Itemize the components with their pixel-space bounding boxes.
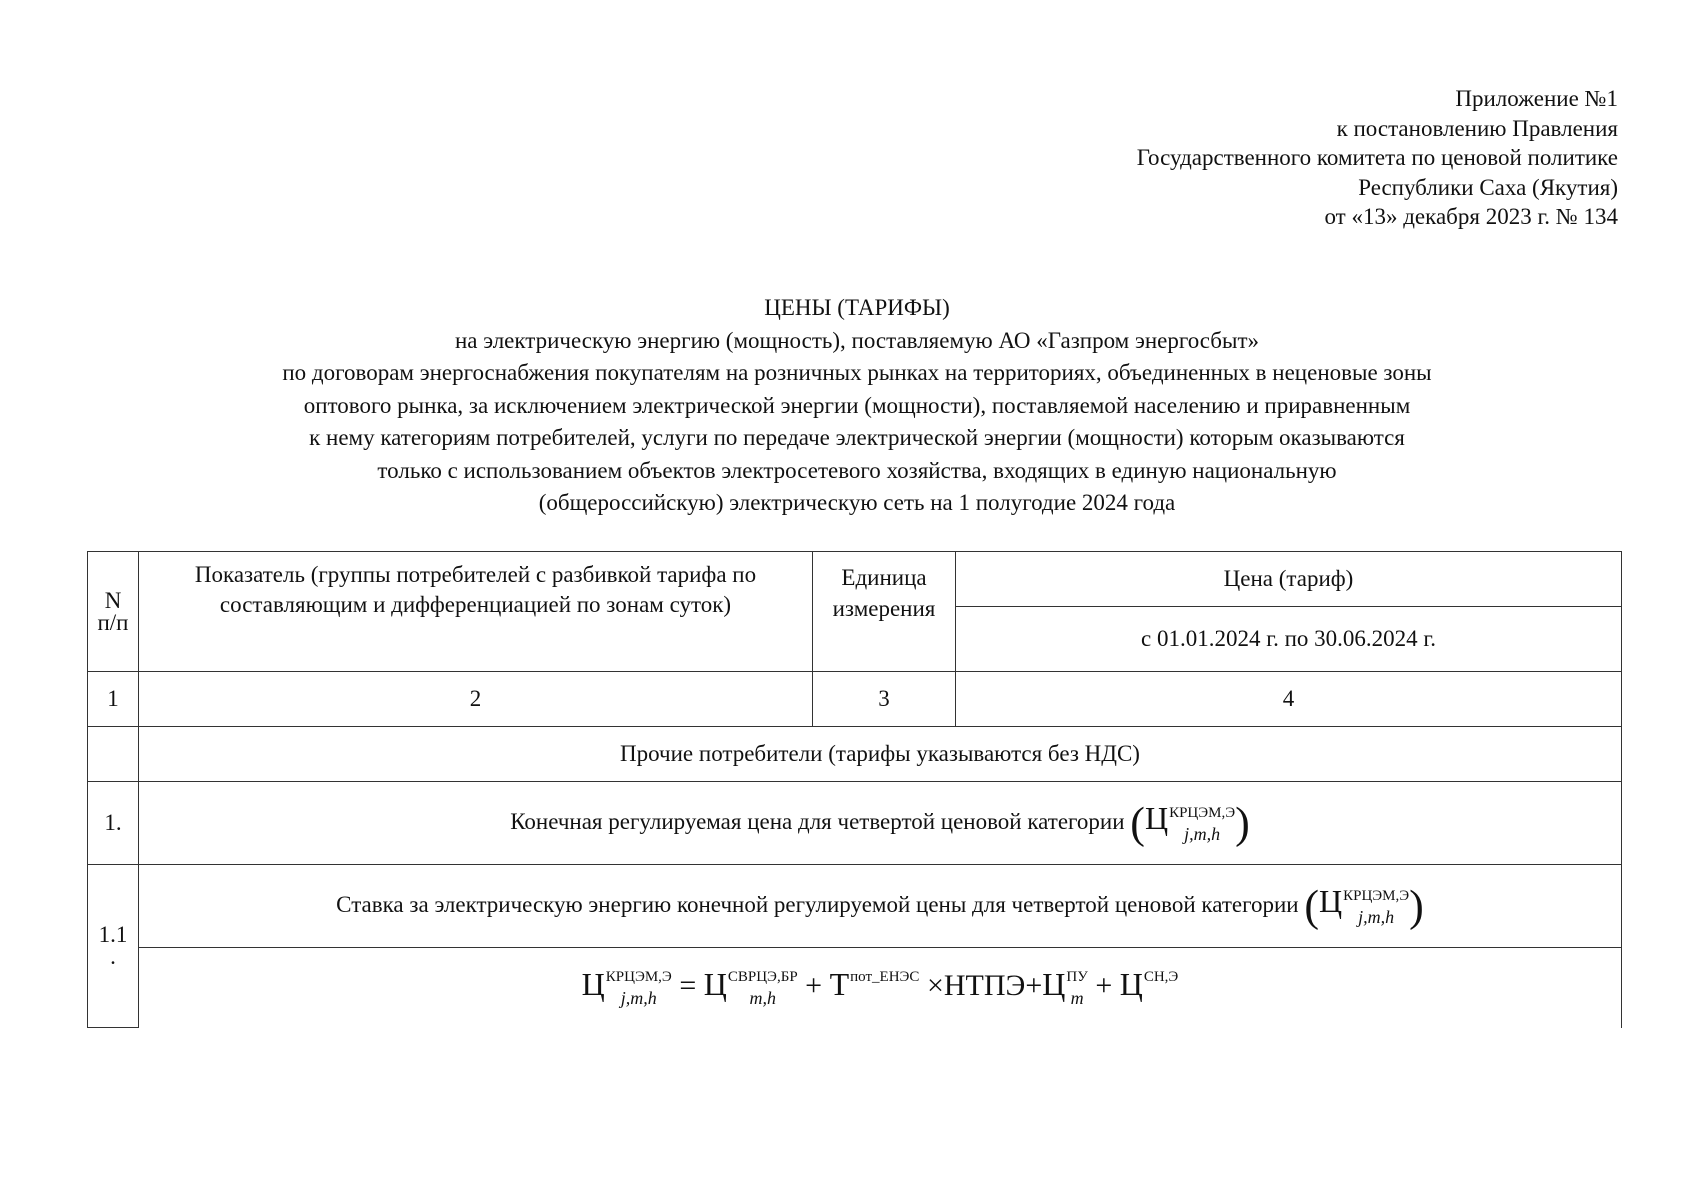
header-num-cell [88, 552, 139, 672]
header-indicator-cell: Показатель (группы потребителей с разбивкой тарифа по составляющим и дифференциацией по зонам суток) [139, 552, 813, 672]
section-num-cell [88, 727, 139, 782]
row-1-symbol: Ц [1144, 800, 1169, 837]
section-row [88, 727, 1622, 782]
appendix-line-5: от «13» декабря 2023 г. № 134 [1324, 204, 1618, 229]
row-2-sub: j,m,h [1358, 906, 1395, 927]
formula-cell [139, 948, 1622, 1028]
header-unit-cell [813, 552, 956, 672]
header-price-cell: Цена (тариф) [956, 552, 1622, 607]
appendix-line-2: к постановлению Правления [1336, 115, 1618, 141]
column-number-2: 2 [139, 672, 813, 727]
appendix-line-4: Республики Саха (Якутия) [1358, 174, 1618, 200]
tariff-table [87, 551, 1622, 1028]
header-unit-line1: Единица [841, 565, 927, 590]
price-formula: Ц КРЦЭМ,Э j,m,h = Ц СВРЦЭ,БР m,h + Т пот_ЕНЭС ×НТПЭ+Ц ПУ m + Ц СН,Э [581, 965, 1179, 1008]
row-2-num-part2: . [110, 944, 116, 969]
header-unit-line2: измерения [832, 596, 936, 621]
table-row [88, 865, 1622, 948]
title-line-1: ЦЕНЫ (ТАРИФЫ) [764, 295, 950, 320]
row-1-sub: j,m,h [1184, 823, 1221, 844]
column-number-row [88, 672, 1622, 727]
formula-row [88, 948, 1622, 1028]
appendix-block [1137, 84, 1618, 232]
title-line-3: по договорам энергоснабжения покупателям на розничных рынках на территориях, объединенных в неценовые зоны [282, 360, 1432, 385]
title-line-7: (общероссийскую) электрическую сеть на 1 полугодие 2024 года [538, 490, 1176, 515]
title-line-5: к нему категориям потребителей, услуги по передаче электрической энергии (мощности) которым оказываются [309, 425, 1405, 450]
row-1-sup: КРЦЭМ,Э [1169, 804, 1236, 821]
row-1-formula: (Ц КРЦЭМ,Э j,m,h ) [1130, 799, 1250, 849]
row-2-text-cell [139, 865, 1622, 948]
row-2-formula: (Ц КРЦЭМ,Э j,m,h ) [1304, 882, 1424, 932]
header-period-cell: с 01.01.2024 г. по 30.06.2024 г. [956, 607, 1622, 672]
row-2-num-part1: 1.1 [98, 922, 128, 947]
table-row [88, 782, 1622, 865]
header-row [88, 552, 1622, 607]
title-line-2: на электрическую энергию (мощность), поставляемую АО «Газпром энергосбыт» [454, 327, 1259, 353]
column-number-1: 1 [88, 672, 139, 727]
row-2-num [88, 865, 139, 1028]
header-num-line1: N [104, 587, 122, 613]
appendix-line-3: Государственного комитета по ценовой политике [1136, 145, 1618, 170]
title-line-6: только с использованием объектов электросетевого хозяйства, входящих в единую национальную [377, 457, 1337, 483]
document-title [87, 292, 1627, 520]
row-1-text-cell [139, 782, 1622, 865]
appendix-line-1: Приложение №1 [1455, 86, 1618, 111]
column-number-4: 4 [956, 672, 1622, 727]
column-number-3: 3 [813, 672, 956, 727]
row-2-sup: КРЦЭМ,Э [1343, 887, 1410, 904]
title-line-4: оптового рынка, за исключением электрической энергии (мощности), поставляемой населению и приравненным [303, 392, 1411, 418]
section-label: Прочие потребители (тарифы указываются без НДС) [139, 727, 1622, 782]
row-1-text: Конечная регулируемая цена для четвертой ценовой категории [510, 809, 1125, 835]
row-1-num: 1. [88, 782, 139, 865]
row-2-symbol: Ц [1318, 883, 1343, 920]
header-num-line2: п/п [97, 609, 129, 635]
row-2-text: Ставка за электрическую энергию конечной регулируемой цены для четвертой ценовой категории [336, 892, 1299, 918]
